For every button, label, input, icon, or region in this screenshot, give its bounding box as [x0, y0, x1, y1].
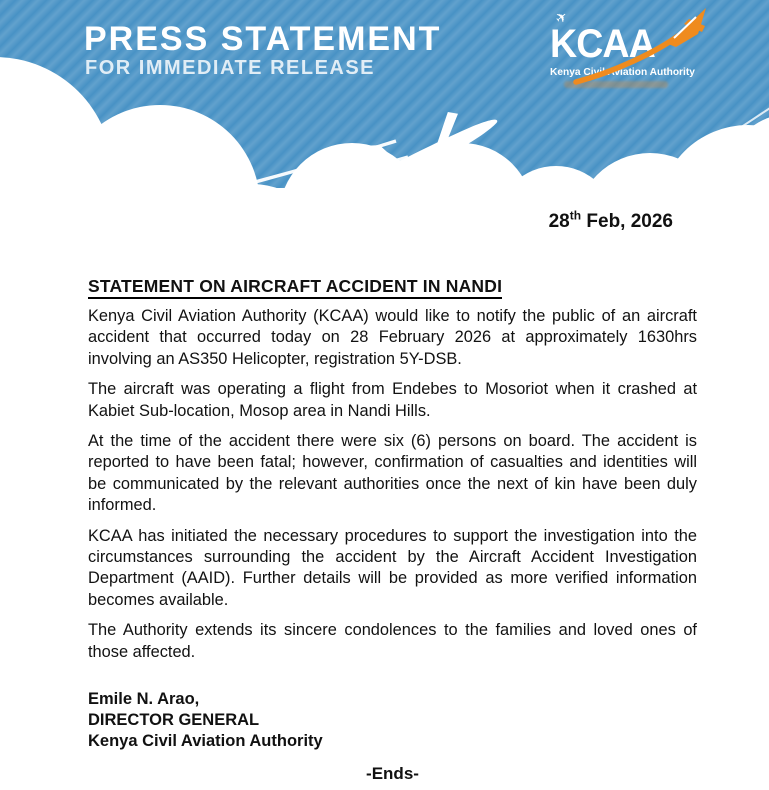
signatory-name: Emile N. Arao,: [88, 690, 200, 709]
orange-airplane-swoosh-icon: [572, 2, 712, 90]
paragraph-3: At the time of the accident there were six (6) persons on board. The accident is reported to have been fatal; however, confirmation of casualties and identities will be communicated by the relevant authorities once the next of kin have been duly informed.: [88, 432, 697, 515]
paragraph-4: KCAA has initiated the necessary procedures to support the investigation into the circumstances surrounding the accident by the Aircraft Accident Investigation Department (AAID). Further details will be provided as more verified information becomes available.: [88, 526, 697, 609]
paragraph-5: The Authority extends its sincere condolences to the families and loved ones of those affected.: [88, 621, 697, 661]
ends-marker: -Ends-: [366, 764, 419, 784]
logo-acronym: KCAA: [550, 22, 655, 66]
paragraph-1: Kenya Civil Aviation Authority (KCAA) would like to notify the public of an aircraft accident that occurred today on 28 February 2026 at approximately 1630hrs involving an AS350 Helicopter, registration 5Y-DSB.: [88, 307, 697, 368]
statement-body: [88, 276, 697, 784]
logo-tagline-illegible: [564, 81, 668, 88]
paragraph-2: The aircraft was operating a flight from Endebes to Mosoriot when it crashed at Kabiet Sub-location, Mosop area in Nandi Hills.: [88, 380, 697, 420]
statement-heading: STATEMENT ON AIRCRAFT ACCIDENT IN NANDI: [88, 276, 697, 297]
signatory-title: DIRECTOR GENERAL: [88, 711, 260, 730]
logo-full-name: Kenya Civil Aviation Authority: [550, 67, 695, 78]
banner: [0, 0, 769, 192]
statement-date: [0, 210, 673, 234]
banner-title: PRESS STATEMENT: [84, 20, 442, 58]
date-day: 28: [548, 211, 570, 232]
date-month-year: Feb, 2026: [586, 211, 673, 232]
kcaa-logo: [550, 8, 710, 88]
signatory-org: Kenya Civil Aviation Authority: [88, 732, 323, 751]
banner-subtitle: FOR IMMEDIATE RELEASE: [85, 57, 376, 79]
cloud-base: [0, 188, 769, 192]
small-airplane-icon: ✈: [552, 8, 572, 28]
signature-block: [88, 689, 697, 752]
date-ordinal: th: [569, 208, 582, 223]
